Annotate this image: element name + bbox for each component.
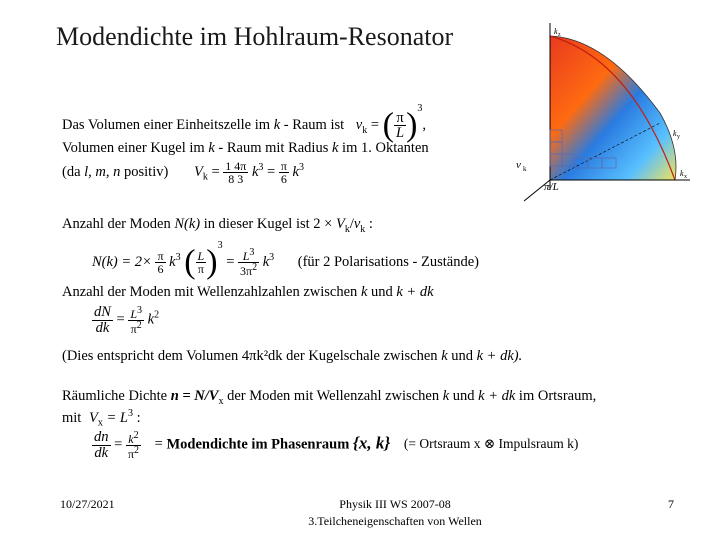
footer-course: Physik III WS 2007-08	[339, 497, 451, 511]
line-octant-volume: (da l, m, n positiv) $V_k$ = $\frac{1 4\pi}{8 3}$ $k^3$ = $\frac{\pi}{6}$ $k^3$	[62, 159, 304, 186]
line-modes-between: Anzahl der Moden mit Wellenzahlzahlen zwischen k und k + dk	[62, 284, 434, 300]
axis-ky-sub: y	[677, 134, 680, 140]
slide-title: Modendichte im Hohlraum-Resonator	[56, 22, 454, 51]
line-sphere-volume: Volumen einer Kugel im k - Raum mit Radius k im 1. Oktanten	[62, 140, 429, 156]
line-unit-cell: Das Volumen einer Einheitszelle im k - Raum ist $v_k$ = ( $\frac{\pi}{L}$ )$^3$,	[62, 103, 427, 144]
axis-kx-sub: x	[684, 174, 687, 180]
line-spatial-density: Räumliche Dichte $n = N/V_x$ der Moden mit Wellenzahl zwischen k und k + dk im Ortsraum,	[62, 388, 597, 407]
line-shell-volume: (Dies entspricht dem Volumen 4πk²dk der Kugelschale zwischen k und k + dk).	[62, 348, 523, 364]
line-N-of-k-formula: N(k) = 2× $\frac{\pi}{6}$ $k^3$ ( $\frac{L}{\pi}$ )$^3$ = $\frac{L^3}{3\pi^2}$ $k^3$ (für 2 Polarisations - Zustände)	[92, 240, 479, 281]
line-volume-def: mit $V_x = L^3$ :	[62, 408, 141, 429]
vk-sub: k	[523, 165, 527, 173]
axis-kz-label: k	[554, 27, 558, 36]
pi-over-L-fraction: $\frac{\pi}{L}$	[396, 109, 405, 142]
footer-page-number: 7	[668, 497, 674, 511]
footer-chapter: 3.Teilcheneigenschaften von Wellen	[308, 514, 482, 528]
line-dN-dk-formula: $\frac{dN}{dk}$ = $\frac{L^3}{\pi^2}$ $k^2$	[94, 304, 160, 336]
axis-ky-label: k	[673, 129, 677, 138]
line-mode-count: Anzahl der Moden N(k) in dieser Kugel ist $2 \times V_k/v_k$ :	[62, 216, 373, 235]
axis-kx-label: k	[680, 169, 684, 178]
octant-sphere-figure	[510, 18, 700, 203]
line-phase-space-density: $\frac{dn}{dk}$ = $\frac{k^2}{\pi^2}$ = Modendichte im Phasenraum {x, k} (= Ortsraum x ⊗ Impulsraum k)	[94, 429, 579, 461]
axis-kz-sub: z	[558, 32, 561, 38]
vk-label: v	[516, 159, 521, 171]
footer-date: 10/27/2021	[60, 497, 115, 511]
pi-over-l-label: π/L	[544, 181, 559, 193]
